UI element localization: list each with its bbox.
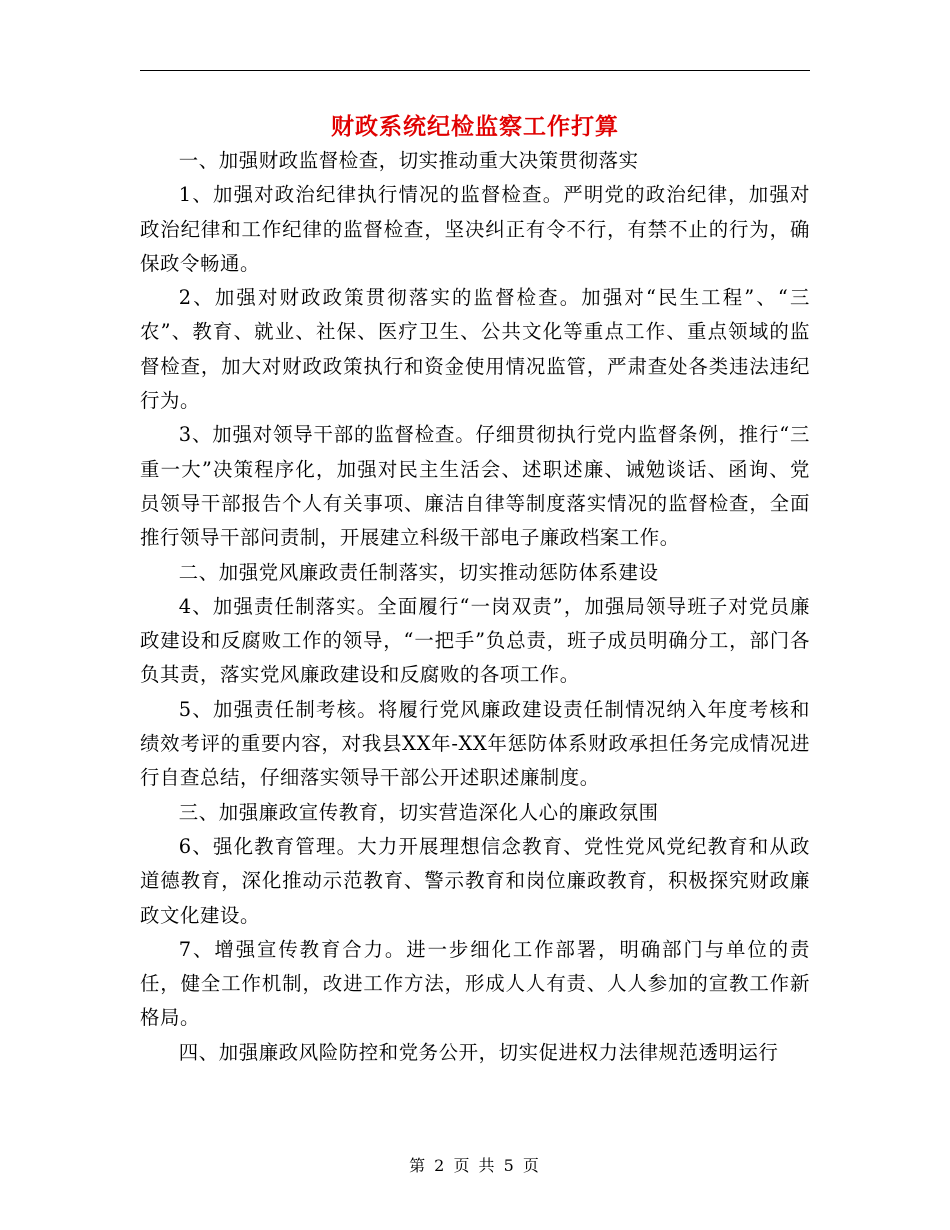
paragraph-item-2: 2、加强对财政政策贯彻落实的监督检查。加强对“民生工程”、“三农”、教育、就业、社保、医疗卫生、公共文化等重点工作、重点领域的监督检查，加大对财政政策执行和资金使用情况监管，严肃查处各类违法违纪行为。: [140, 286, 810, 413]
paragraph-item-7: 7、增强宣传教育合力。进一步细化工作部署，明确部门与单位的责任，健全工作机制，改进工作方法，形成人人有责、人人参加的宣教工作新格局。: [140, 937, 810, 1030]
document-title: 财政系统纪检监察工作打算: [331, 113, 619, 140]
paragraph-item-6: 6、强化教育管理。大力开展理想信念教育、党性党风党纪教育和从政道德教育，深化推动示范教育、警示教育和岗位廉政教育，积极探究财政廉政文化建设。: [140, 834, 810, 927]
document-body: [140, 144, 810, 1070]
section-heading-2: 二、加强党风廉政责任制落实，切实推动惩防体系建设: [178, 560, 659, 584]
page-number-label: 第 2 页 共 5 页: [409, 1156, 541, 1175]
paragraph-item-4: 4、加强责任制落实。全面履行“一岗双责”，加强局领导班子对党员廉政建设和反腐败工作的领导，“一把手”负总责，班子成员明确分工，部门各负其责，落实党风廉政建设和反腐败的各项工作。: [140, 594, 810, 687]
section-heading-3: 三、加强廉政宣传教育，切实营造深化人心的廉政氛围: [178, 800, 659, 824]
section-heading-1: 一、加强财政监督检查，切实推动重大决策贯彻落实: [178, 149, 639, 172]
paragraph-item-3: 3、加强对领导干部的监督检查。仔细贯彻执行党内监督条例，推行“三重一大”决策程序化，加强对民主生活会、述职述廉、诫勉谈话、函询、党员领导干部报告个人有关事项、廉洁自律等制度落实情况的监督检查，全面推行领导干部问责制，开展建立科级干部电子廉政档案工作。: [140, 423, 810, 550]
section-heading-4: 四、加强廉政风险防控和党务公开，切实促进权力法律规范透明运行: [178, 1040, 779, 1064]
paragraph-item-1: 1、加强对政治纪律执行情况的监督检查。严明党的政治纪律，加强对政治纪律和工作纪律的监督检查，坚决纠正有令不行，有禁不止的行为，确保政令畅通。: [140, 183, 810, 275]
paragraph-item-5: 5、加强责任制考核。将履行党风廉政建设责任制情况纳入年度考核和绩效考评的重要内容，对我县XX年-XX年惩防体系财政承担任务完成情况进行自查总结，仔细落实领导干部公开述职述廉制度。: [140, 697, 810, 790]
page-footer: [0, 1153, 950, 1176]
header-rule: [140, 70, 810, 71]
